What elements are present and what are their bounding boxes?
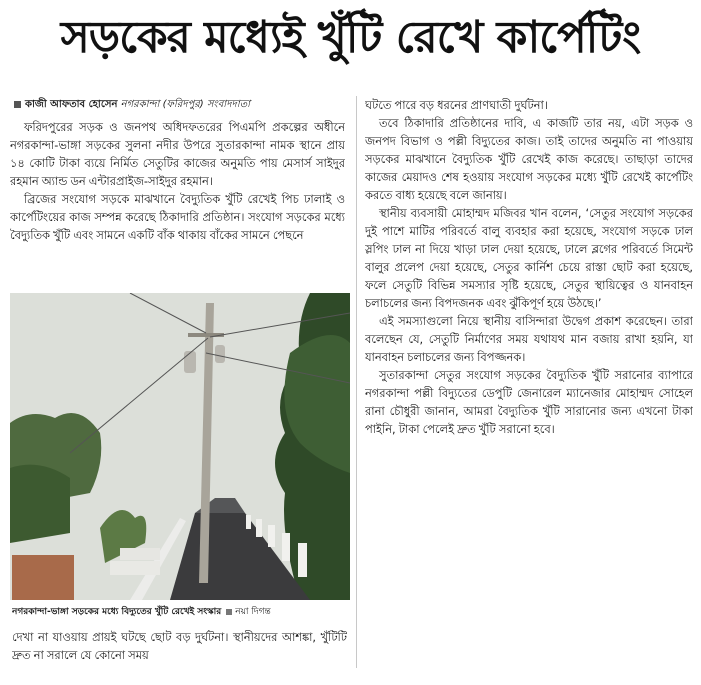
caption-text: নগরকান্দা-ভাঙ্গা সড়কের মধ্যে বিদ্যুতের খুঁটি রেখেই সংস্কার xyxy=(12,607,222,617)
paragraph: ফরিদপুরের সড়ক ও জনপথ অধিদফতরের পিএমপি প্রকল্পের অধীনে নগরকান্দা-ভাঙ্গা সড়কের সুলনা নদীর উপরে সুতারকান্দা নামক স্থানে প্রায় ১৪ কোটি টাকা ব্যয়ে নির্মিত সেতুটির কাজের অনুমতি পায় মেসার্স সাইদুর রহমান অ্যান্ড ডন এন্টারপ্রাইজ-সাইদুর রহমান। xyxy=(10,120,345,188)
byline xyxy=(14,97,344,113)
headline: সড়কের মধ্যেই খুঁটি রেখে কার্পেটিং xyxy=(60,12,641,63)
paragraph: এই সমস্যাগুলো নিয়ে স্থানীয় বাসিন্দারা উদ্বেগ প্রকাশ করেছেন। তারা বলেছেন যে, সেতুটি নির্মাণের সময় যথাযথ মান বজায় রাখা হয়নি, যা যানবাহন চলাচলের জন্য বিপজ্জনক। xyxy=(365,314,693,364)
column-divider xyxy=(356,96,357,668)
paragraph: সুতারকান্দা সেতুর সংযোগ সড়কের বৈদ্যুতিক খুঁটি সরানোর ব্যাপারে নগরকান্দা পল্লী বিদ্যুতের ডেপুটি জেনারেল ম্যানেজার মোহাম্মদ সোহেল রানা চৌধুরী জানান, আমরা বৈদ্যুতিক খুঁটি সারানোর জন্য এখনো টাকা পাইনি, টাকা পেলেই দ্রুত খুঁটি সরানো হবে। xyxy=(365,368,693,436)
photo-caption xyxy=(12,604,352,620)
news-photo xyxy=(10,293,350,600)
road-photo-illustration xyxy=(10,293,350,600)
article-left-column-bottom xyxy=(12,628,347,668)
caption-square-icon xyxy=(226,609,232,615)
article-right-column xyxy=(365,96,693,668)
paragraph: স্থানীয় ব্যবসায়ী মোহাম্মদ মজিবর খান বলেন, ‘সেতুর সংযোগ সড়কের দুই পাশে মাটির পরিবর্তে বালু ব্যবহার করা হয়েছে, সংযোগ সড়কে ঢাল স্লপিং ঢাল না দিয়ে খাড়া ঢাল দেয়া হয়েছে, ঢালে ব্লগের পরিবর্তে সিমেন্ট বালুর প্রলেপ দেয়া হয়েছে, সেতুর কার্নিশ চেয়ে রাস্তা ছোট করা হয়েছে, ফলে সেতুটি বিভিন্ন সমস্যার সৃষ্টি হয়েছে, সেতুর স্থায়িত্বের ও যানবাহন চলাচলের জন্য বিপদজনক এবং ঝুঁকিপূর্ণ হয়ে উঠছে।’ xyxy=(365,206,693,310)
paragraph: ঘটতে পারে বড় ধরনের প্রাণঘাতী দুর্ঘটনা। xyxy=(365,98,548,112)
paragraph: দেখা না যাওয়ায় প্রায়ই ঘটছে ছোট বড় দুর্ঘটনা। স্থানীয়দের আশঙ্কা, খুঁটিটি দ্রুত না সরালে যে কোনো সময় xyxy=(12,630,347,662)
reporter-location: নগরকান্দা (ফরিদপুর) সংবাদদাতা xyxy=(120,99,251,110)
photo-source: নয়া দিগন্ত xyxy=(235,607,271,617)
paragraph: ব্রিজের সংযোগ সড়কে মাঝখানে বৈদ্যুতিক খুঁটি রেখেই পিচ ঢালাই ও কার্পেটিংয়ের কাজ সম্পন্ন করেছে ঠিকাদারি প্রতিষ্ঠান। সংযোগ সড়কের মধ্যে বৈদ্যুতিক খুঁটি এবং সামনে একটি বাঁক থাকায় বাঁকের সামনে পেছনে xyxy=(10,192,345,242)
paragraph: তবে ঠিকাদারি প্রতিষ্ঠানের দাবি, এ কাজটি তার নয়, এটা সড়ক ও জনপদ বিভাগ ও পল্লী বিদ্যুতের কাজ। তাই তাদের অনুমতি না পাওয়ায় সড়কের মাঝখানে বৈদ্যুতিক খুঁটি রেখেই কাজ করেছে। তাছাড়া তাদের কাজের মেয়াদও শেষ হওয়ায় সংযোগ সড়কের মধ্যে খুঁটি রেখেই কার্পেটিং করতে বাধ্য হয়েছে বলে জানায়। xyxy=(365,116,693,202)
byline-square-icon xyxy=(14,101,21,108)
article-left-column-top xyxy=(10,118,345,290)
reporter-name: কাজী আফতাব হোসেন xyxy=(25,99,118,110)
